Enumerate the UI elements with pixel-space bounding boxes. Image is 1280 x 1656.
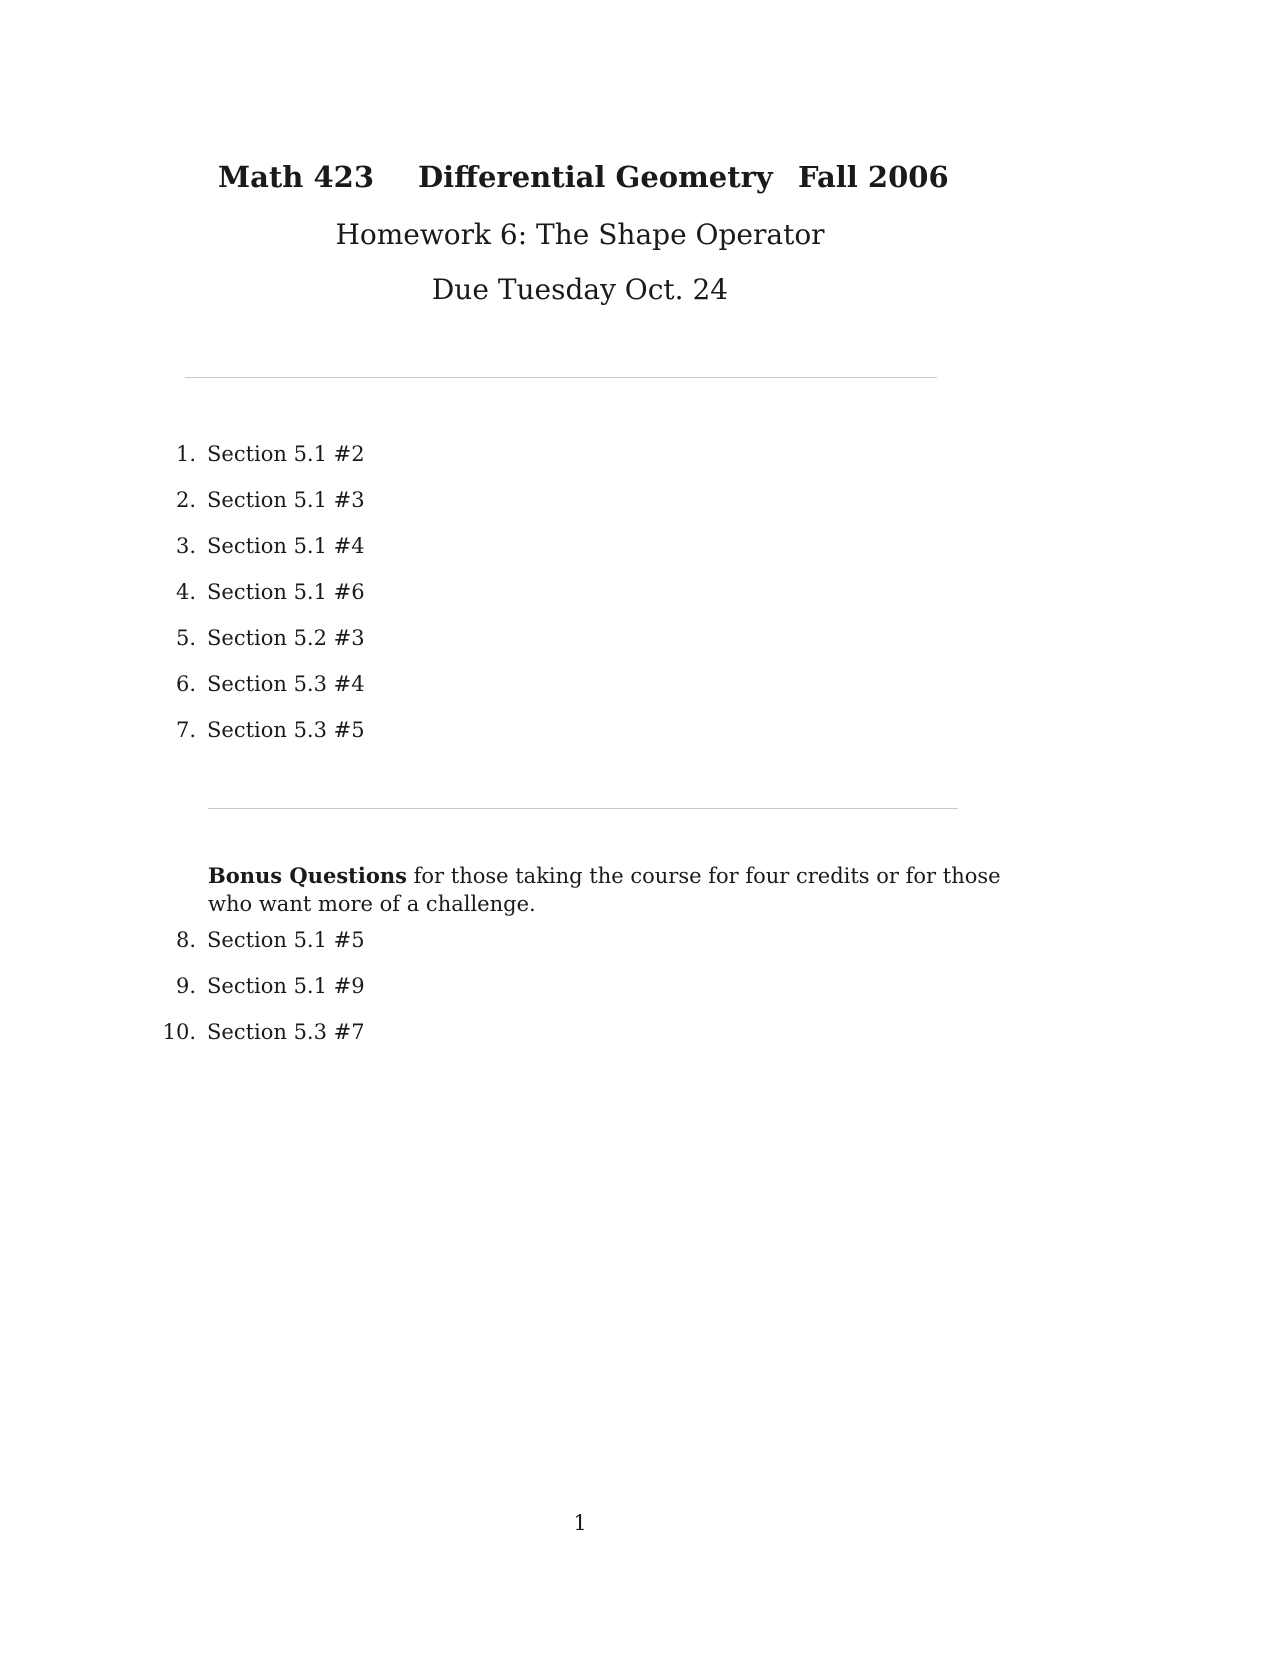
problem-text: Section 5.1 #9 [207,974,365,998]
problem-text: Section 5.1 #5 [207,928,365,952]
bonus-intro [208,862,1008,918]
bonus-description: for those taking the course for four credits or for those who want more of a challenge. [208,864,1001,916]
course-number: Math 423 [218,160,375,194]
course-term: Fall 2006 [798,160,949,194]
list-item [0,926,800,954]
list-item [0,578,800,606]
list-item [0,532,800,560]
problem-number: 9. [175,974,196,998]
course-header [0,160,1160,200]
divider-top [185,377,937,378]
problem-number: 4. [175,580,196,604]
problem-text: Section 5.2 #3 [207,626,365,650]
page-number: 1 [573,1511,587,1535]
problem-number: 6. [175,672,196,696]
problem-text: Section 5.1 #6 [207,580,365,604]
list-item [0,624,800,652]
list-item [0,486,800,514]
list-item [0,440,800,468]
homework-title: Homework 6: The Shape Operator [335,218,825,251]
problem-text: Section 5.3 #4 [207,672,365,696]
problem-text: Section 5.1 #4 [207,534,365,558]
list-item [0,972,800,1000]
bonus-heading: Bonus Questions [208,863,407,888]
due-date: Due Tuesday Oct. 24 [431,273,729,306]
problem-number: 8. [175,928,196,952]
problem-number: 5. [175,626,196,650]
problem-number: 2. [175,488,196,512]
problem-text: Section 5.3 #5 [207,718,365,742]
problem-number: 10. [162,1020,196,1044]
problem-number: 3. [175,534,196,558]
problem-text: Section 5.3 #7 [207,1020,365,1044]
list-item [0,670,800,698]
problem-text: Section 5.1 #2 [207,442,365,466]
problem-number: 1. [175,442,196,466]
problem-text: Section 5.1 #3 [207,488,365,512]
divider-bottom [208,808,958,809]
list-item [0,716,800,744]
course-subject: Differential Geometry [418,160,773,194]
problem-number: 7. [175,718,196,742]
list-item [0,1018,800,1046]
